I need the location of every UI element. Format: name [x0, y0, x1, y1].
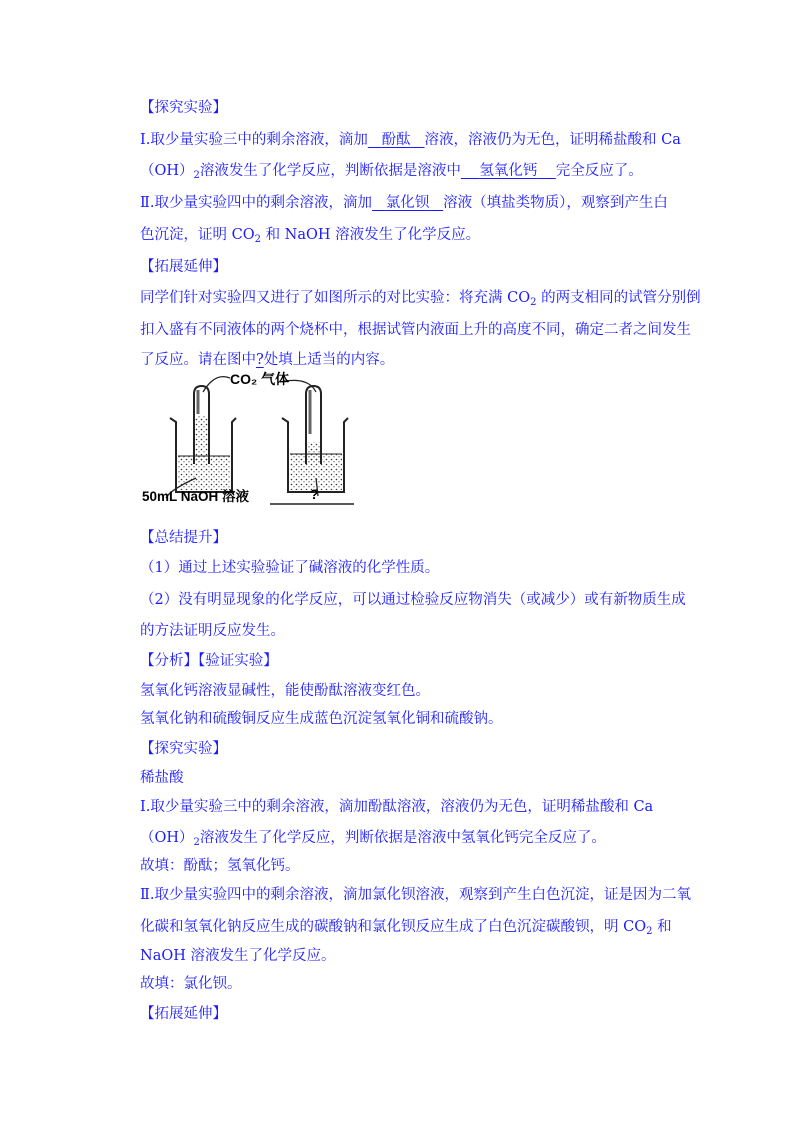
question-i-line2 [140, 161, 643, 181]
summary-item-1: （1）通过上述实验验证了碱溶液的化学性质。 [140, 560, 440, 576]
text: 和 [652, 919, 672, 935]
extension-para-line1 [140, 288, 701, 308]
answer-ii-line2 [140, 917, 672, 937]
summary-item-2-line1: （2）没有明显现象的化学反应，可以通过检验反应物消失（或减少）或有新物质生成 [140, 592, 686, 608]
section-heading-explore-answer: 【探究实验】 [140, 741, 227, 757]
answer-ii-line3: NaOH 溶液发生了化学反应。 [140, 948, 336, 964]
text: 的两支相同的试管分别倒 [536, 290, 701, 306]
subscript: 2 [193, 837, 200, 848]
text: Ⅰ.取少量实验三中的剩余溶液，滴加 [140, 132, 368, 148]
section-heading-explore: 【探究实验】 [140, 100, 227, 116]
text: 溶液（填盐类物质），观察到产生白 [443, 195, 668, 211]
answer-i-line2 [140, 828, 606, 848]
text: 完全反应了。 [555, 163, 643, 179]
answer-fill-1: 故填：酚酞；氢氧化钙。 [140, 858, 300, 874]
subscript: 2 [646, 926, 653, 937]
left-solution-label: 50mL NaOH 溶液 [142, 489, 250, 504]
question-i-line1 [140, 130, 681, 150]
subscript: 2 [530, 297, 537, 308]
text: 溶液发生了化学反应，判断依据是溶液中氢氧化钙完全反应了。 [199, 830, 606, 846]
subscript: 2 [193, 170, 200, 181]
text: 处填上适当的内容。 [263, 352, 395, 368]
subscript: 2 [254, 234, 261, 245]
section-heading-summary: 【总结提升】 [140, 530, 227, 546]
right-beaker [282, 386, 348, 492]
text: 化碳和氢氧化钠反应生成的碳酸钠和氯化钡反应生成了白色沉淀碳酸钡，明 CO [140, 919, 647, 935]
right-solution-label: ? [310, 486, 319, 502]
answer-blank-phenolphthalein: 酚酞 [381, 132, 411, 148]
text: 了反应。请在图中 [140, 352, 256, 368]
answer-i-line1: Ⅰ.取少量实验三中的剩余溶液，滴加酚酞溶液，溶液仍为无色，证明稀盐酸和 Ca [140, 799, 654, 815]
beaker-diagram [140, 368, 370, 518]
text: （OH） [140, 163, 194, 179]
section-heading-extension: 【拓展延伸】 [140, 259, 227, 275]
comparison-experiment-figure [140, 368, 370, 518]
question-ii-line2 [140, 225, 480, 245]
gas-leader-left [203, 377, 230, 392]
analysis-line-2: 氢氧化钠和硫酸铜反应生成蓝色沉淀氢氧化铜和硫酸钠。 [140, 711, 503, 727]
answer-fill-2: 故填：氯化钡。 [140, 976, 242, 992]
text: （OH） [140, 830, 194, 846]
answer-dilute-hcl: 稀盐酸 [140, 770, 184, 786]
summary-item-2-line2: 的方法证明反应发生。 [140, 623, 285, 639]
text: 色沉淀，证明 CO [140, 227, 255, 243]
right-test-tube [306, 386, 321, 464]
text: 和 NaOH 溶液发生了化学反应。 [260, 227, 481, 243]
extension-para-line3 [140, 350, 394, 370]
question-mark-reference: ? [256, 352, 264, 368]
answer-blank-calcium-hydroxide: 氢氧化钙 [479, 163, 538, 179]
analysis-line-1: 氢氧化钙溶液显碱性，能使酚酞溶液变红色。 [140, 683, 430, 699]
text: Ⅱ.取少量实验四中的剩余溶液，滴加 [140, 195, 372, 211]
answer-ii-line1: Ⅱ.取少量实验四中的剩余溶液，滴加氯化钡溶液，观察到产生白色沉淀，证是因为二氧 [140, 887, 691, 903]
question-ii-line1 [140, 193, 668, 213]
extension-para-line2: 扣入盛有不同液体的两个烧杯中，根据试管内液面上升的高度不同，确定二者之间发生 [140, 322, 691, 338]
left-beaker [170, 386, 236, 492]
left-test-tube [194, 386, 209, 464]
text: 同学们针对实验四又进行了如图所示的对比实验：将充满 CO [140, 290, 531, 306]
section-heading-extension-answer: 【拓展延伸】 [140, 1006, 227, 1022]
answer-blank-barium-chloride: 氯化钡 [385, 195, 430, 211]
text: 溶液发生了化学反应，判断依据是溶液中 [199, 163, 461, 179]
section-heading-analysis: 【分析】【验证实验】 [140, 653, 278, 669]
text: 溶液，溶液仍为无色，证明稀盐酸和 Ca [424, 132, 681, 148]
gas-label: CO₂ 气体 [230, 371, 290, 387]
